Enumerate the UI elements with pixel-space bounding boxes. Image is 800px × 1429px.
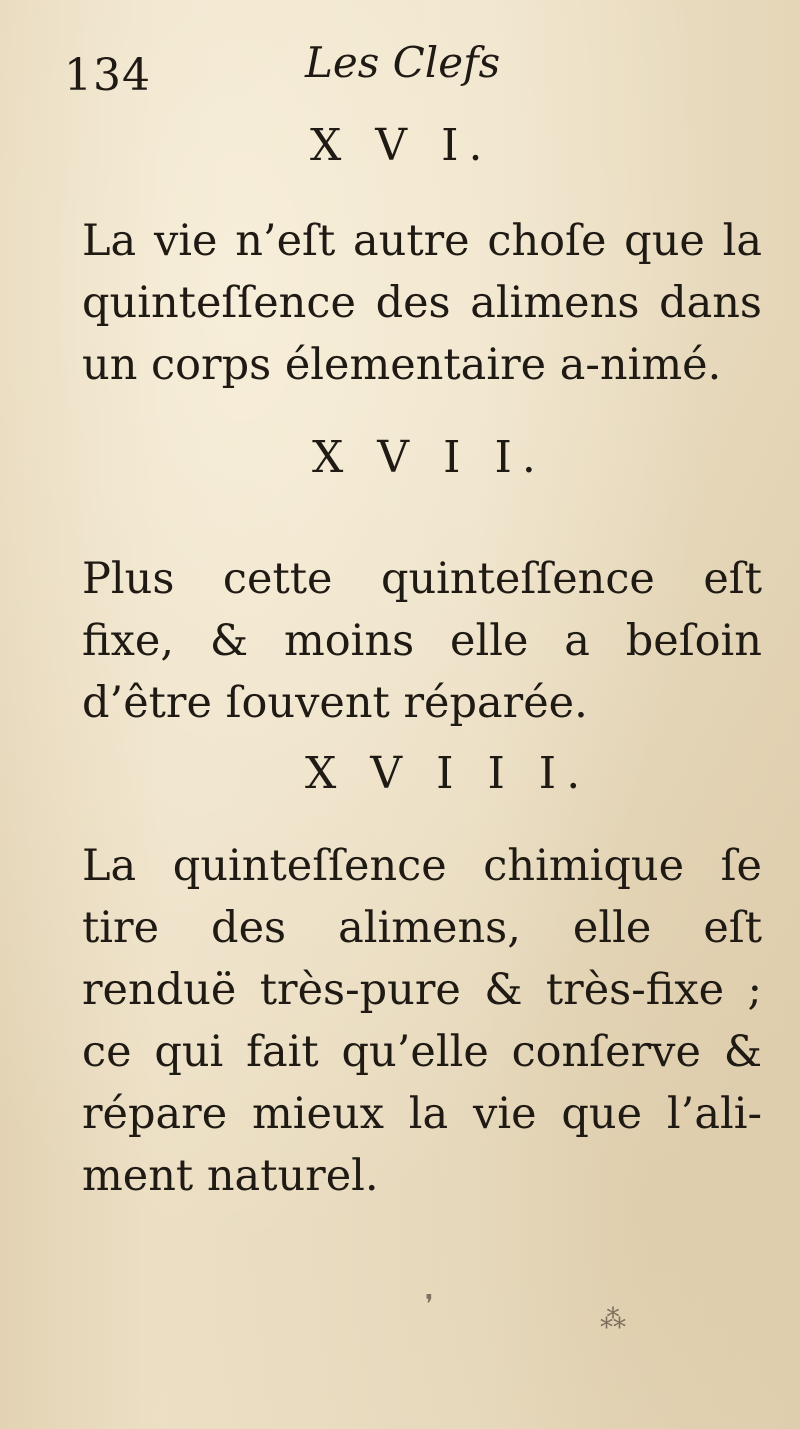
section-text-18: La quinteſſence chimique ſe tire des alimens, elle eſt renduë très-pure & très-fixe ; ce qui fait qu’elle conſerve & répare mieux la vie que l’ali-ment naturel. — [82, 841, 762, 1201]
page-number: 134 — [64, 50, 151, 101]
ink-mark-ornament: ❜ — [425, 1290, 434, 1320]
section-numeral-17: X V I I. — [312, 432, 546, 483]
section-text-16: La vie n’eſt autre choſe que la quinteſſence des alimens dans un corps élementaire a-nimé. — [82, 216, 762, 390]
section-numeral-18: X V I I I. — [305, 748, 591, 799]
ink-smudge-ornament: ⁂ — [600, 1305, 626, 1335]
running-head: Les Clefs — [305, 38, 501, 87]
section-text-17: Plus cette quinteſſence eſt fixe, & moins elle a beſoin d’être ſouvent réparée. — [82, 554, 762, 728]
section-numeral-16: X V I. — [310, 120, 493, 171]
